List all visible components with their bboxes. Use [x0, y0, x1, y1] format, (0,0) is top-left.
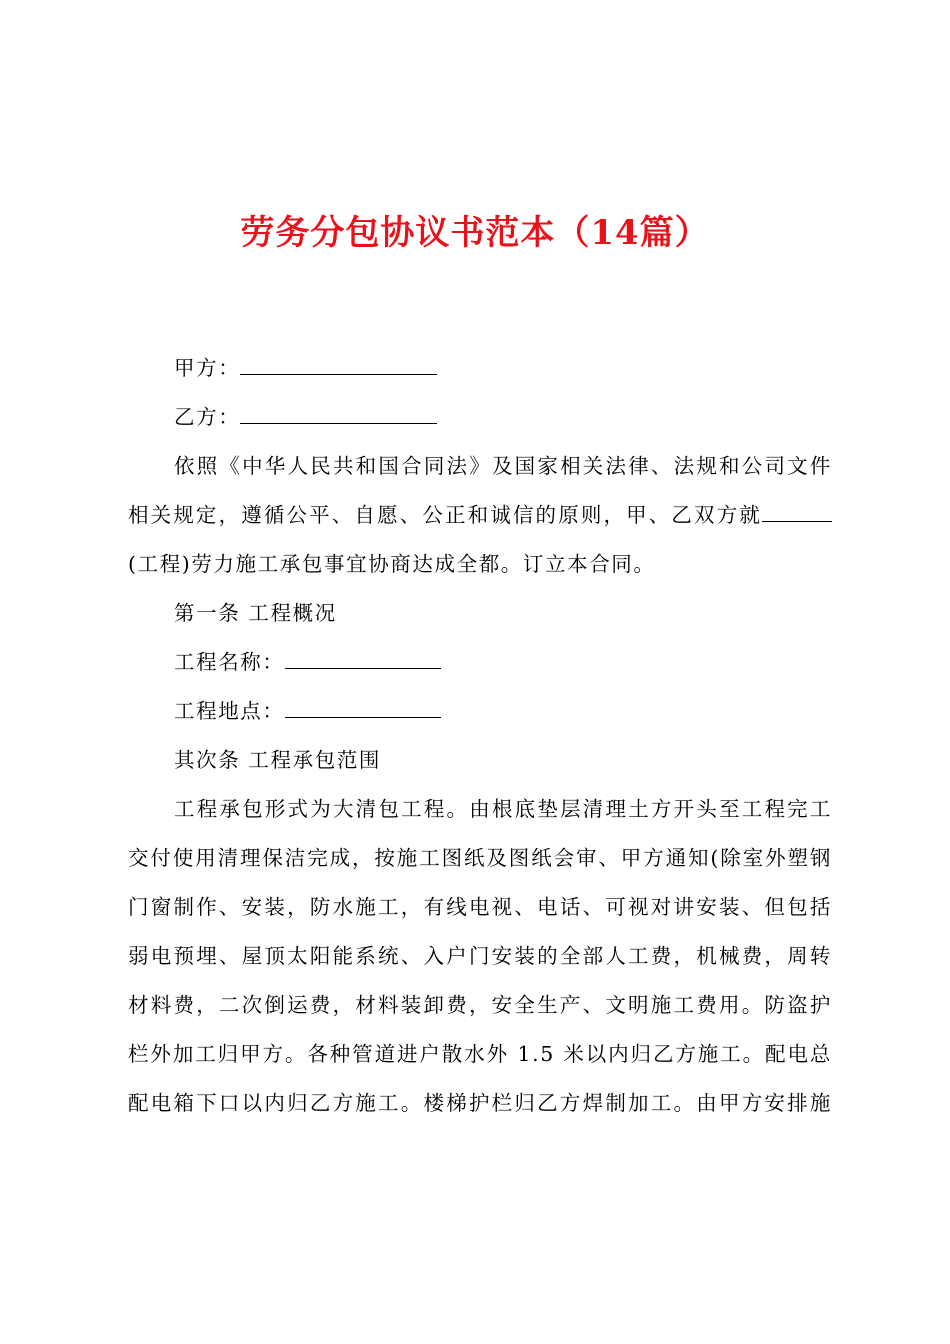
party-b-label: 乙方：	[174, 405, 241, 429]
party-a-line	[128, 344, 832, 393]
project-location-blank	[285, 697, 441, 718]
party-a-blank	[240, 354, 437, 375]
party-a-label: 甲方：	[174, 356, 241, 380]
party-b-blank	[240, 403, 437, 424]
scope-line-6: 栏外加工归甲方。各种管道进户散水外 1.5 米以内归乙方施工。配电总	[128, 1042, 832, 1066]
document-body	[128, 344, 832, 1128]
scope-line-5: 材料费，二次倒运费，材料装卸费，安全生产、文明施工费用。防盗护	[128, 993, 832, 1017]
scope-line-2: 交付使用清理保洁完成，按施工图纸及图纸会审、甲方通知(除室外塑钢	[128, 846, 832, 870]
project-name-blank	[285, 648, 441, 669]
intro-line-3: (工程)劳力施工承包事宜协商达成全都。订立本合同。	[128, 552, 656, 576]
scope-line-7: 配电箱下口以内归乙方施工。楼梯护栏归乙方焊制加工。由甲方安排施	[128, 1091, 832, 1115]
scope-line-3: 门窗制作、安装，防水施工，有线电视、电话、可视对讲安装、但包括	[128, 895, 832, 919]
project-location-line	[128, 687, 832, 736]
scope-line-1: 工程承包形式为大清包工程。由根底垫层清理土方开头至工程完工	[174, 797, 832, 821]
intro-line-2-text: 相关规定，遵循公平、自愿、公正和诚信的原则，甲、乙双方就	[128, 503, 762, 527]
project-blank	[762, 501, 832, 522]
project-name-label: 工程名称：	[174, 650, 285, 674]
intro-line-2	[128, 491, 832, 540]
party-b-line	[128, 393, 832, 442]
scope-line-4: 弱电预埋、屋顶太阳能系统、入户门安装的全部人工费，机械费，周转	[128, 944, 832, 968]
project-name-line	[128, 638, 832, 687]
project-location-label: 工程地点：	[174, 699, 285, 723]
document-title: 劳务分包协议书范本（14篇）	[240, 213, 710, 253]
article2-heading: 其次条 工程承包范围	[174, 748, 382, 772]
article1-heading: 第一条 工程概况	[174, 601, 337, 625]
intro-line-1: 依照《中华人民共和国合同法》及国家相关法律、法规和公司文件	[174, 454, 832, 478]
